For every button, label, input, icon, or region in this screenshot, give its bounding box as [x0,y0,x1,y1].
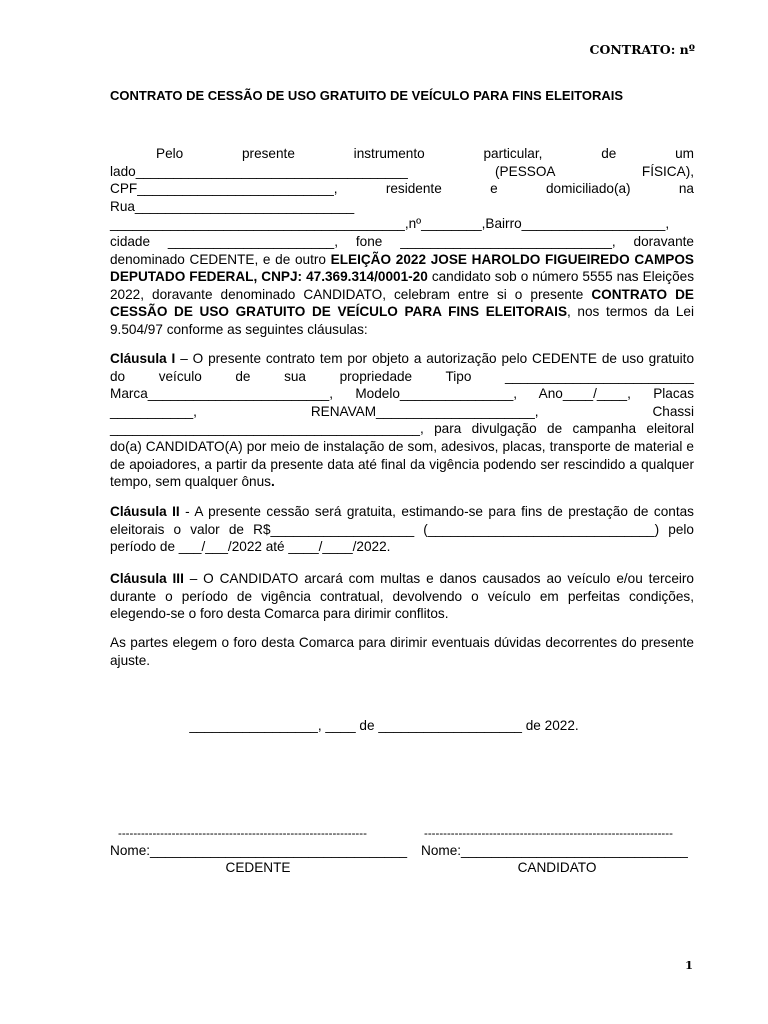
clause-2-label: Cláusula II [110,504,180,519]
cedente-role: CEDENTE [225,860,291,875]
signature-cedente [118,826,408,843]
intro-text-2: candidato sob o número 5555 nas Eleições 2022, doravante denominado CANDIDATO, celebram entre si o presente [110,269,694,302]
closing-section [110,634,694,669]
clause-1-label: Cláusula I [110,351,176,366]
candidato-role: CANDIDATO [517,860,597,875]
intro-section [110,145,694,339]
clause-1-paragraph [110,350,694,491]
clause-3 [110,570,694,623]
clause-3-paragraph [110,570,694,623]
cedente-name-line: Nome:__________________________________ [110,843,408,858]
clause-2-paragraph [110,503,694,556]
clause-2 [110,503,694,556]
signature-line: ----------------------------------------------------------------- [424,828,673,840]
clause-3-label: Cláusula III [110,571,184,586]
clause-2-text: - A presente cessão será gratuita, estimando-se para fins de prestação de contas eleitorais o valor de R$___________________ (______________________________) pelo período de ___/___/2022 até ____/____/2022. [110,504,694,555]
intro-paragraph [110,145,694,339]
clause-1-text: – O presente contrato tem por objeto a autorização pelo CEDENTE de uso gratuito do veículo de sua propriedade Tipo _________________________ Marca________________________, Modelo_______________, Ano____/____, Placas ___________, RENAVAM_____________________, Chassi _________________________________________, para divulgação de campanha eleitoral do(a) CANDIDATO(A) por meio de instalação de som, adesivos, placas, transporte de material e de apoiadores, a partir da presente data até final da vigência podendo ser rescindido a qualquer tempo, sem qualquer ônus [110,351,695,490]
intro-text-1: Pelo presente instrumento particular, de um lado____________________________________ (PESSOA FÍSICA), CPF__________________________, residente e domiciliado(a) na Rua_____________________________ _______________________________________,nº________,Bairro___________________, cidade ______________________, fone ____________________________, doravante denominado CEDENTE, e de outro [110,146,694,267]
clause-1 [110,350,694,491]
page-number: 1 [684,958,693,972]
closing-paragraph: As partes elegem o foro desta Comarca para dirimir eventuais dúvidas decorrentes do presente ajuste. [110,635,694,668]
clause-1-end: . [270,474,275,490]
intro-text-3: , nos termos da Lei 9.504/97 conforme as seguintes cláusulas: [110,304,695,337]
document-title: CONTRATO DE CESSÃO DE USO GRATUITO DE VEÍCULO PARA FINS ELEITORAIS [110,88,624,103]
signature-candidato [424,826,694,843]
contract-name: CONTRATO DE CESSÃO DE USO GRATUITO DE VEÍCULO PARA FINS ELEITORAIS [110,286,694,320]
candidato-name-line: Nome:______________________________ [421,843,688,858]
signature-line: ----------------------------------------------------------------- [118,828,367,840]
contract-number-label: CONTRATO: nº [589,42,695,57]
candidate-identification: ELEIÇÃO 2022 JOSE HAROLDO FIGUEIREDO CAMPOS DEPUTADO FEDERAL, CNPJ: 47.369.314/0001-20 [110,251,694,285]
signature-candidato-name [421,842,693,876]
clause-3-text: – O CANDIDATO arcará com multas e danos causados ao veículo e/ou terceiro durante o período de vigência contratual, devolvendo o veículo em perfeitas condições, elegendo-se o foro desta Comarca para dirimir conflitos. [110,571,694,622]
date-line: _________________, ____ de ___________________ de 2022. [189,718,579,733]
signature-cedente-name [110,842,406,876]
